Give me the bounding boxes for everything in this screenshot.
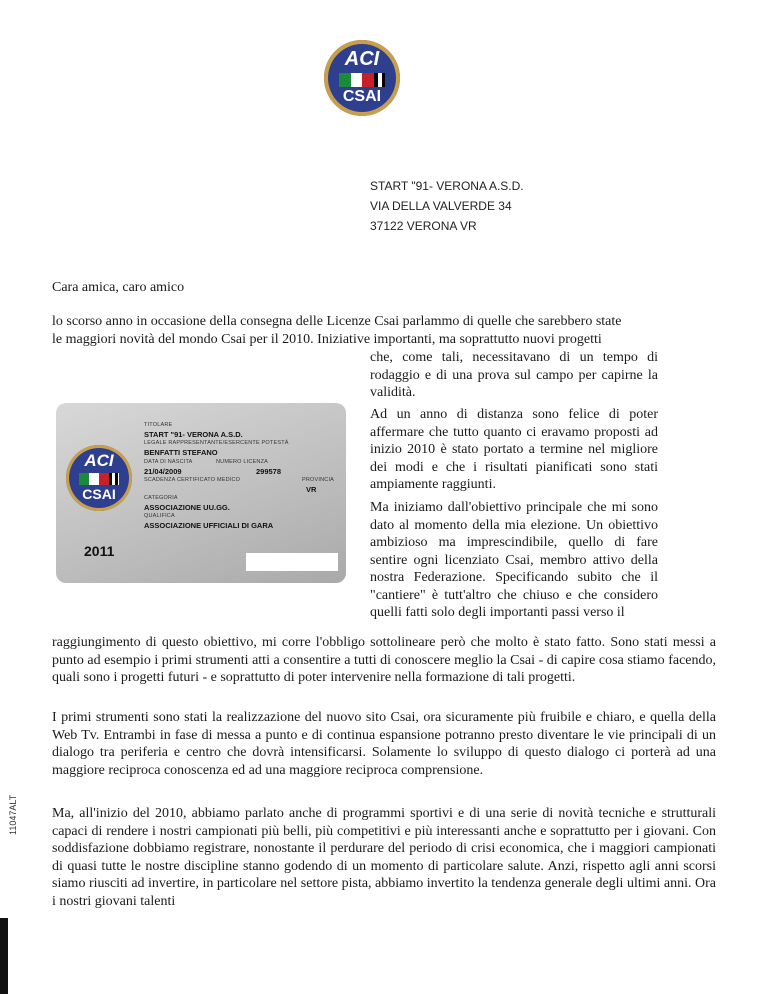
paragraph-1-line-2: le maggiori novità del mondo Csai per il 2010. Iniziative importanti, ma soprattutto nuovi progetti bbox=[52, 331, 602, 347]
card-nascita-label: DATA DI NASCITA bbox=[144, 459, 193, 465]
card-flag-icon bbox=[79, 473, 119, 485]
card-qualifica-label: QUALIFICA bbox=[144, 513, 175, 519]
address-line-3: 37122 VERONA VR bbox=[370, 219, 477, 233]
card-categoria-label: CATEGORIA bbox=[144, 495, 178, 501]
address-line-2: VIA DELLA VALVERDE 34 bbox=[370, 199, 512, 213]
card-titolare-label: TITOLARE bbox=[144, 422, 173, 428]
paragraph-3: Ma iniziamo dall'obiettivo principale che mi sono dato al momento della mia elezione. Un obiettivo ambizioso ma imprescindibile, quello di fare sentire ogni licenziato Csai, membro attivo della nostra Federazione. Specificando subito che il "cantiere" è tutt'altro che chiuso e che considero quelli fatti solo degli importanti passi verso il bbox=[370, 500, 658, 620]
paragraph-5: Ma, all'inizio del 2010, abbiamo parlato anche di programmi sportivi e di una serie di novità tecniche e strutturali capaci di rendere i nostri campionati più belli, più competitivi e più interessanti anche e soprattutto per i giovani. Con soddisfazione dobbiamo registrare, nonostante il perdurare del periodo di crisi economica, che i maggiori campionati di quasi tutte le nostre discipline stanno godendo di un momento di particolare salute. Anzi, rispetto agli anni scorsi siamo riusciti ad invertire, in particolare nel settore pista, abbiamo invertito la tendenza generale degli ultimi anni. Ora i nostri giovani talenti bbox=[52, 806, 716, 909]
card-logo-aci: ACI bbox=[84, 451, 114, 470]
card-signature-box bbox=[246, 553, 338, 571]
card-nascita-value: 21/04/2009 bbox=[144, 467, 182, 476]
recipient-address bbox=[370, 176, 524, 236]
card-qualifica-value: ASSOCIAZIONE UFFICIALI DI GARA bbox=[144, 521, 274, 530]
scan-edge-mark bbox=[0, 918, 8, 994]
card-licenza-value: 299578 bbox=[256, 467, 282, 476]
card-logo-csai: CSAI bbox=[82, 486, 116, 502]
salutation: Cara amica, caro amico bbox=[52, 280, 185, 295]
paragraph-1 bbox=[52, 313, 716, 348]
card-licenza-label: NUMERO LICENZA bbox=[216, 459, 268, 465]
card-provincia-value: VR bbox=[306, 485, 317, 494]
paragraph-1-line-1: lo scorso anno in occasione della consegna delle Licenze Csai parlammo di quelle che sarebbero state bbox=[52, 314, 622, 329]
address-line-1: START "91- VERONA A.S.D. bbox=[370, 179, 524, 193]
card-scadenza-label: SCADENZA CERTIFICATO MEDICO bbox=[144, 477, 241, 483]
logo-csai-text: CSAI bbox=[342, 88, 382, 105]
paragraph-2: Ad un anno di distanza sono felice di poter affermare che tutto quanto ci eravamo proposti ad inizio 2010 è stato portato a termine nel migliore dei modi e che i risultati pianificati sono stati ampiamente raggiunti. bbox=[370, 407, 658, 492]
flag-icon bbox=[339, 73, 385, 87]
paragraph-1-continuation: che, come tali, necessitavano di un tempo di rodaggio e di una prova sul campo per capirne la validità. bbox=[370, 350, 658, 400]
paragraph-3-continuation: raggiungimento di questo obiettivo, mi corre l'obbligo sottolineare però che molto è stato fatto. Sono stati messi a punto ad esempio i primi strumenti atti a consentire a tutti di conoscere meglio la Csai - di capire cosa stiamo facendo, quali sono i progetti futuri - e soprattutto di poter intervenire nella formazione di tali progetti. bbox=[52, 635, 716, 685]
card-titolare-value: START "91- VERONA A.S.D. bbox=[144, 430, 243, 439]
aci-csai-logo bbox=[324, 40, 400, 116]
card-legale-value: BENFATTI STEFANO bbox=[144, 448, 218, 457]
logo-aci-text: ACI bbox=[344, 48, 380, 70]
card-logo bbox=[66, 445, 132, 511]
side-document-code: 11047ALT bbox=[8, 794, 18, 835]
card-year: 2011 bbox=[84, 543, 115, 559]
paragraph-4: I primi strumenti sono stati la realizzazione del nuovo sito Csai, ora sicuramente più fruibile e chiaro, e quella della Web Tv. Entrambi in fase di messa a punto e di continua espansione potranno presto diventare le vie principali di un dialogo tra periferia e centro che dovrà intensificarsi. Solamente lo sviluppo di questo dialogo ci porterà ad una maggiore reciproca conoscenza ed ad una maggiore reciproca comprensione. bbox=[52, 710, 716, 778]
licence-card bbox=[56, 403, 346, 583]
card-legale-label: LEGALE RAPPRESENTANTE/ESERCENTE POTESTÀ bbox=[144, 440, 289, 446]
card-provincia-label: PROVINCIA bbox=[302, 477, 335, 483]
card-categoria-value: ASSOCIAZIONE UU.GG. bbox=[144, 503, 230, 512]
